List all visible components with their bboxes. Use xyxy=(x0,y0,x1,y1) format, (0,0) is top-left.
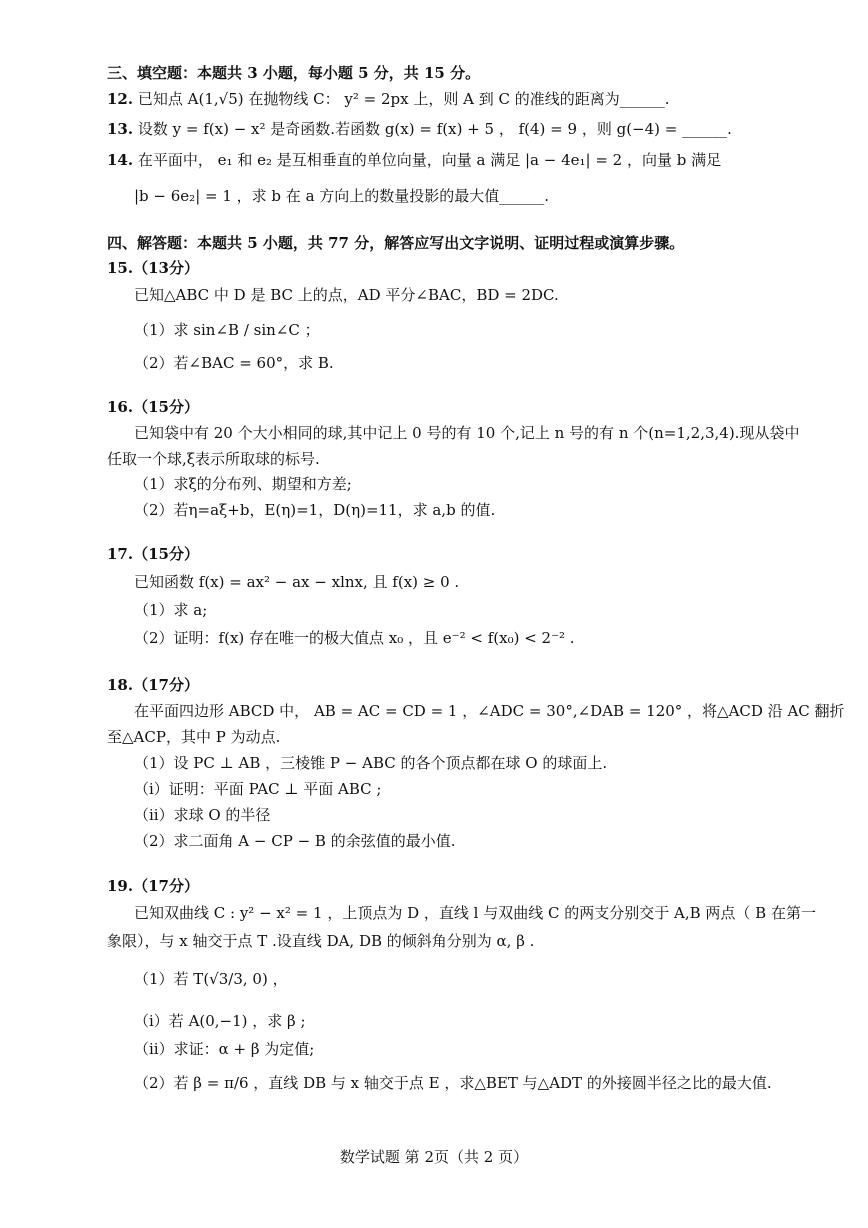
question-19-stem2: 象限），与 x 轴交于点 T .设直线 DA, DB 的倾斜角分别为 α, β . xyxy=(107,932,535,950)
question-13 xyxy=(107,119,732,139)
question-18-part1-i: （i）证明：平面 PAC ⊥ 平面 ABC ; xyxy=(134,780,382,798)
question-18-part1: （1）设 PC ⊥ AB ，三棱锥 P − ABC 的各个顶点都在球 O 的球面上. xyxy=(134,754,608,772)
question-17-title: 17.（15分） xyxy=(107,545,199,563)
question-17-part2: （2）证明：f(x) 存在唯一的极大值点 x₀ ，且 e⁻² < f(x₀) < 2⁻² . xyxy=(134,629,575,647)
question-15-stem: 已知△ABC 中 D 是 BC 上的点，AD 平分∠BAC，BD = 2DC. xyxy=(134,286,559,304)
question-14-number: 14. xyxy=(107,151,134,169)
question-19-stem1: 已知双曲线 C : y² − x² = 1 ，上顶点为 D ，直线 l 与双曲线 C 的两支分别交于 A,B 两点（ B 在第一 xyxy=(134,904,816,922)
question-18-title: 18.（17分） xyxy=(107,676,199,694)
question-12-text: 已知点 A(1,√5) 在抛物线 C： y² = 2px 上，则 A 到 C 的准线的距离为______. xyxy=(137,90,670,108)
question-17-part1: （1）求 a; xyxy=(134,601,208,619)
question-14-line1 xyxy=(107,150,721,170)
section3-heading: 三、填空题：本题共 3 小题，每小题 5 分，共 15 分。 xyxy=(107,64,481,82)
question-15-title: 15.（13分） xyxy=(107,259,199,277)
question-12 xyxy=(107,89,670,109)
question-19-part1: （1）若 T(√3/3, 0) ， xyxy=(134,970,288,988)
question-17-stem: 已知函数 f(x) = ax² − ax − xlnx, 且 f(x) ≥ 0 . xyxy=(134,573,460,591)
question-16-part1: （1）求ξ的分布列、期望和方差; xyxy=(134,475,352,493)
question-16-stem1: 已知袋中有 20 个大小相同的球,其中记上 0 号的有 10 个,记上 n 号的有 n 个(n=1,2,3,4).现从袋中 xyxy=(134,424,800,442)
question-18-part2: （2）求二面角 A − CP − B 的余弦值的最小值. xyxy=(134,832,456,850)
question-16-stem2: 任取一个球,ξ表示所取球的标号. xyxy=(107,450,320,468)
question-19-part2: （2）若 β = π/6 ，直线 DB 与 x 轴交于点 E ，求△BET 与△ADT 的外接圆半径之比的最大值. xyxy=(134,1074,772,1092)
question-19-part1-i: （i）若 A(0,−1) ，求 β ; xyxy=(134,1012,306,1030)
question-13-text: 设数 y = f(x) − x² 是奇函数.若函数 g(x) = f(x) + 5 ， f(4) = 9 ，则 g(−4) = ______. xyxy=(137,120,732,138)
section4-heading: 四、解答题：本题共 5 小题，共 77 分，解答应写出文字说明、证明过程或演算步骤。 xyxy=(107,234,685,252)
question-19-title: 19.（17分） xyxy=(107,877,199,895)
question-19-part1-ii: （ii）求证：α + β 为定值; xyxy=(134,1040,315,1058)
question-14-text: 在平面中， e₁ 和 e₂ 是互相垂直的单位向量，向量 a 满足 |a − 4e₁| = 2 ，向量 b 满足 xyxy=(137,151,722,169)
question-18-part1-ii: （ii）求球 O 的半径 xyxy=(134,806,271,824)
question-16-part2: （2）若η=aξ+b，E(η)=1，D(η)=11，求 a,b 的值. xyxy=(134,501,496,519)
question-18-stem2: 至△ACP，其中 P 为动点. xyxy=(107,728,281,746)
question-15-part1: （1）求 sin∠B / sin∠C ； xyxy=(134,321,320,339)
question-13-number: 13. xyxy=(107,120,134,138)
question-16-title: 16.（15分） xyxy=(107,398,199,416)
page-footer: 数学试题 第 2页（共 2 页） xyxy=(339,1148,529,1166)
question-12-number: 12. xyxy=(107,90,134,108)
question-18-stem1: 在平面四边形 ABCD 中， AB = AC = CD = 1 ，∠ADC = 30°,∠DAB = 120° ，将△ACD 沿 AC 翻折 xyxy=(134,702,845,720)
question-15-part2: （2）若∠BAC = 60°，求 B. xyxy=(134,354,334,372)
question-14-line2: |b − 6e₂| = 1 ，求 b 在 a 方向上的数量投影的最大值______. xyxy=(134,187,550,205)
